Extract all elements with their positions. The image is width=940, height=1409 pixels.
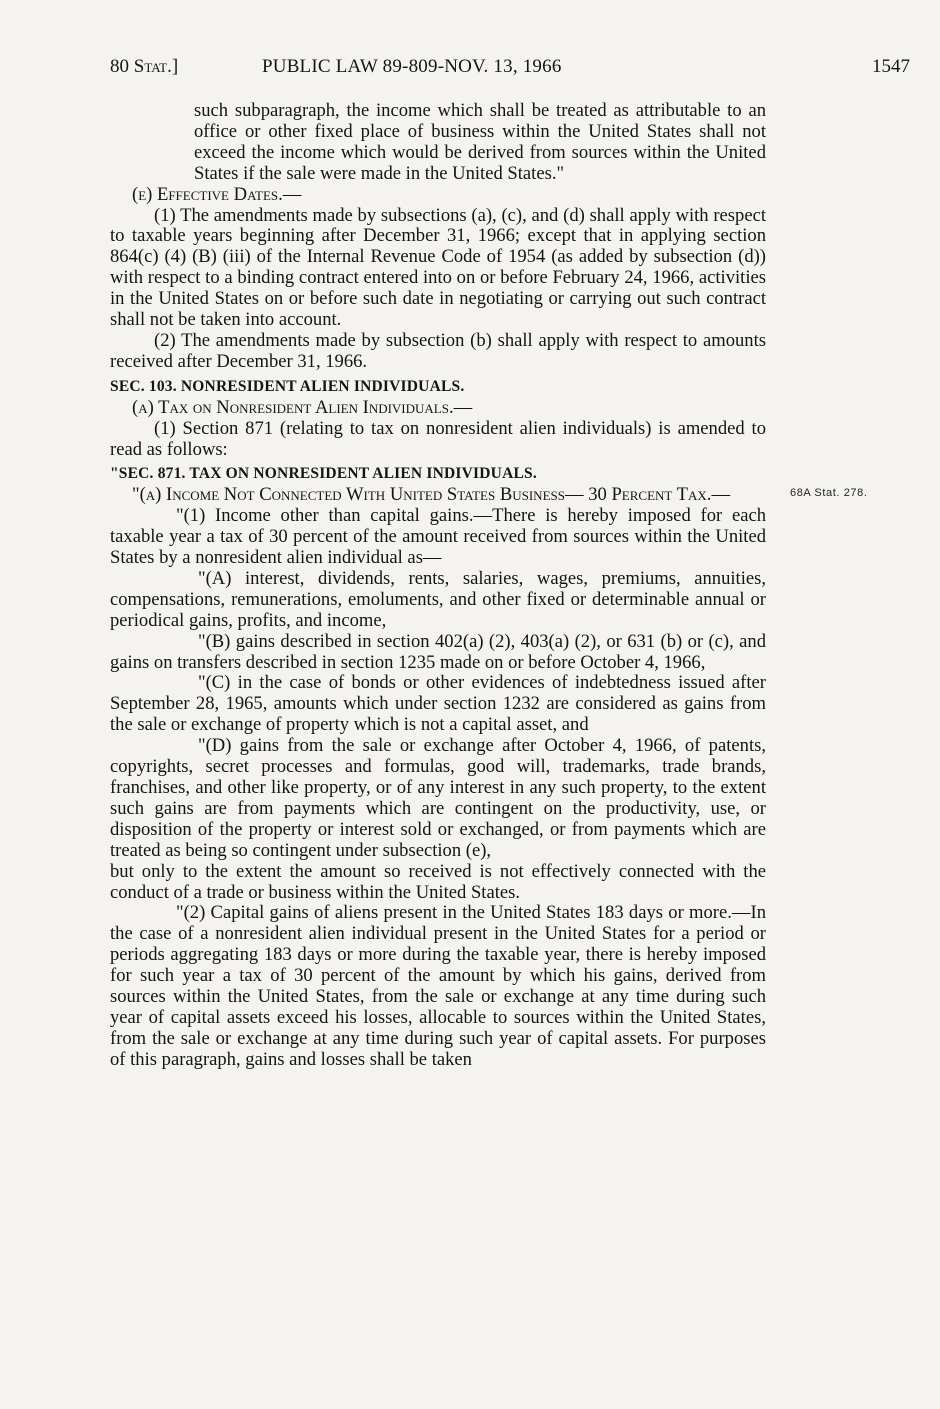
section-heading: "SEC. 871. TAX ON NONRESIDENT ALIEN INDIVIDUALS. [110, 465, 537, 483]
paragraph: but only to the extent the amount so received is not effectively connected with the conduct of a trade or business within the United States. [110, 860, 766, 903]
clause: "(C) in the case of bonds or other evidences of indebtedness issued after September 28, 1965, amounts which under section 1232 are considered as gains from the sale or exchange of property which is not a capital asset, and [110, 672, 766, 736]
paragraph: such subparagraph, the income which shall be treated as attributable to an office or other fixed place of business within the United States shall not exceed the income which would be derived from sources within the United States if the sale were made in the United States." [194, 100, 766, 184]
page-number: 1547 [872, 56, 910, 77]
statute-body [110, 101, 766, 1071]
clause: "(B) gains described in section 402(a) (2), 403(a) (2), or 631 (b) or (c), and gains on transfers described in section 1235 made on or before October 4, 1966, [110, 630, 766, 673]
volume-citation: 80 Stat.] [110, 56, 179, 77]
page-header [110, 56, 910, 86]
margin-note-statute: 68A Stat. 278. [790, 487, 868, 499]
running-title: PUBLIC LAW 89-809-NOV. 13, 1966 [262, 56, 562, 77]
subsection-heading: "(a) Income Not Connected With United States Business— 30 Percent Tax.— [132, 484, 731, 506]
section-heading: SEC. 103. NONRESIDENT ALIEN INDIVIDUALS. [110, 377, 465, 395]
paragraph: (1) The amendments made by subsections (a), (c), and (d) shall apply with respect to taxable years beginning after December 31, 1966; except that in applying section 864(c) (4) (B) (iii) of the Internal Revenue Code of 1954 (as added by subsection (d)) with respect to a binding contract entered into on or before February 24, 1966, activities in the United States on or before such date in negotiating or carrying out such contract shall not be taken into account. [110, 204, 766, 331]
subsection-heading: (a) Tax on Nonresident Alien Individuals.— [132, 396, 473, 418]
paragraph: "(2) Capital gains of aliens present in the United States 183 days or more.—In the case of a nonresident alien individual present in the United States for a period or periods aggregating 183 days or more during the taxable year, there is hereby imposed for such year a tax of 30 percent of the amount by which his gains, derived from sources within the United States, from the sale or exchange at any time during such year of capital assets exceed his losses, allocable to sources within the United States, from the sale or exchange at any time during such year of capital assets. For purposes of this paragraph, gains and losses shall be taken [110, 902, 766, 1070]
subsection-heading: (e) Effective Dates.— [132, 183, 302, 205]
paragraph: (1) Section 871 (relating to tax on nonresident alien individuals) is amended to read as follows: [110, 417, 766, 460]
paragraph: "(1) Income other than capital gains.—There is hereby imposed for each taxable year a tax of 30 percent of the amount received from sources within the United States by a nonresident alien individual as— [110, 505, 766, 569]
clause: "(A) interest, dividends, rents, salaries, wages, premiums, annuities, compensations, remunerations, emoluments, and other fixed or determinable annual or periodical gains, profits, and income, [110, 567, 766, 631]
paragraph: (2) The amendments made by subsection (b) shall apply with respect to amounts received after December 31, 1966. [110, 329, 766, 372]
clause: "(D) gains from the sale or exchange after October 4, 1966, of patents, copyrights, secret processes and formulas, good will, trademarks, trade brands, franchises, and other like property, or of any interest in any such property, to the extent such gains are from payments which are contingent on the productivity, use, or disposition of the property or interest sold or exchanged, or from payments which are treated as being so contingent under subsection (e), [110, 735, 766, 861]
